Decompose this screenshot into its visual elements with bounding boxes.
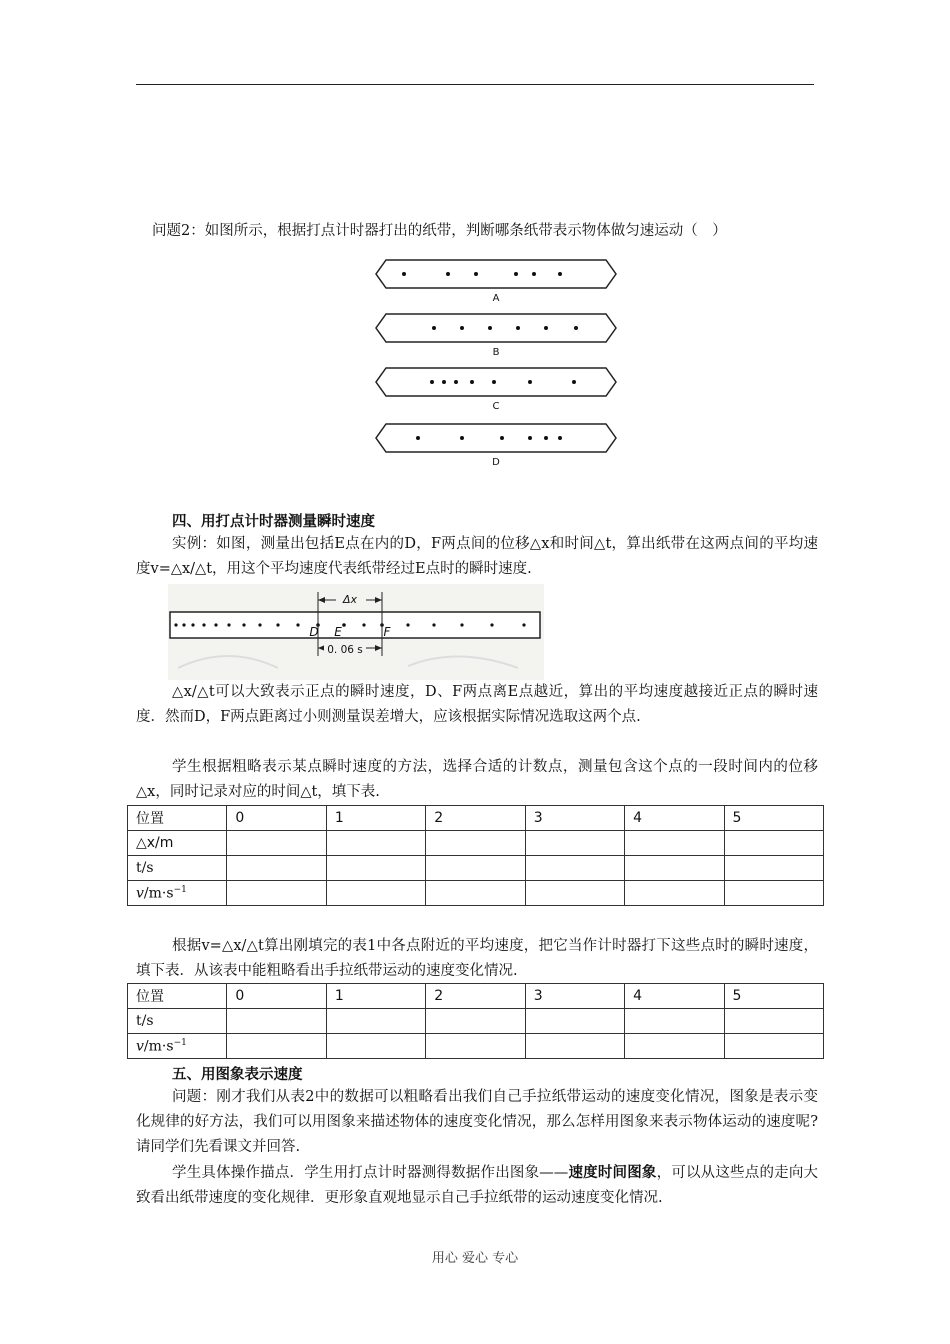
input-cell[interactable] [326, 1034, 425, 1059]
time-interval-label: 0. 06 s [327, 644, 363, 656]
tape-c-dot [528, 380, 532, 384]
input-cell[interactable] [326, 881, 425, 906]
section-5-title: 五、用图象表示速度 [172, 1067, 303, 1083]
table-row [128, 806, 824, 831]
section-4-explanation: △x/△t可以大致表示正点的瞬时速度，D、F两点离E点越近，算出的平均速度越接近正点的瞬时速度．然而D，F两点距离过小则测量误差增大，应该根据实际情况选取这两个点. [136, 684, 818, 725]
table-cell: $v/m\cdot s^{-1}$ [128, 881, 227, 906]
tape-a-dot [558, 272, 562, 276]
tape-a-dot [532, 272, 536, 276]
table-cell: 1 [326, 984, 425, 1009]
section-5-question: 问题：刚才我们从表2中的数据可以粗略看出我们自己手拉纸带运动的速度变化情况，图象是表示变化规律的好方法，我们可以用图象来描述物体的速度变化情况，那么怎样用图象来表示物体运动的速度呢?请同学们先看课文并回答. [136, 1089, 818, 1155]
input-cell[interactable] [724, 1034, 823, 1059]
table-row [128, 856, 824, 881]
tape-b-outline [376, 314, 616, 342]
tape-b-dot [544, 326, 548, 330]
header-rule [136, 84, 814, 85]
point-f-label: F [383, 625, 391, 639]
input-cell[interactable] [426, 856, 525, 881]
input-cell[interactable] [724, 831, 823, 856]
tape-b-dot [432, 326, 436, 330]
table-cell: 2 [426, 984, 525, 1009]
tape-c-dot [492, 380, 496, 384]
tape-a-dot [514, 272, 518, 276]
table-row [128, 881, 824, 906]
table-cell: 5 [724, 806, 823, 831]
tape-d-dot [558, 436, 562, 440]
table-row [128, 831, 824, 856]
table-cell: 位置 [128, 806, 227, 831]
input-cell[interactable] [227, 881, 326, 906]
table-cell: 位置 [128, 984, 227, 1009]
point-e-dot [342, 623, 346, 627]
table-cell: 5 [724, 984, 823, 1009]
table-row [128, 1009, 824, 1034]
input-cell[interactable] [625, 856, 724, 881]
ticker-tape [170, 612, 540, 638]
tape-a-label: A [492, 293, 500, 304]
input-cell[interactable] [426, 831, 525, 856]
tape-d-dot [544, 436, 548, 440]
tape-c-dot [572, 380, 576, 384]
tape-b-dot [516, 326, 520, 330]
section-4-example: 实例：如图，测量出包括E点在内的D，F两点间的位移△x和时间△t，算出纸带在这两点间的平均速度v=△x/△t，用这个平均速度代表纸带经过E点时的瞬时速度. [136, 536, 818, 577]
table-row [128, 1034, 824, 1059]
tape-c-dot [442, 380, 446, 384]
tape-def-figure [168, 584, 544, 680]
page-footer: 用心 爱心 专心 [431, 1251, 519, 1266]
table-cell: t/s [128, 1009, 227, 1034]
table-cell: △x/m [128, 831, 227, 856]
input-cell[interactable] [625, 881, 724, 906]
tape-b-dot [460, 326, 464, 330]
input-cell[interactable] [326, 856, 425, 881]
delta-x-label: Δx [342, 593, 358, 606]
table-cell: 4 [625, 984, 724, 1009]
input-cell[interactable] [724, 856, 823, 881]
input-cell[interactable] [426, 1034, 525, 1059]
tape-d-dot [528, 436, 532, 440]
tape-b-dot [488, 326, 492, 330]
tape-d-dot [416, 436, 420, 440]
tape-c-dot [454, 380, 458, 384]
tape-c-label: C [492, 401, 500, 412]
input-cell[interactable] [227, 1009, 326, 1034]
table-cell: t/s [128, 856, 227, 881]
input-cell[interactable] [525, 856, 624, 881]
table-2-intro: 根据v=△x/△t算出刚填完的表1中各点附近的平均速度，把它当作计时器打下这些点时的瞬时速度，填下表．从该表中能粗略看出手拉纸带运动的速度变化情况. [136, 938, 818, 979]
paper-tapes-figure [370, 252, 620, 472]
tape-a-dot [474, 272, 478, 276]
input-cell[interactable] [227, 856, 326, 881]
tape-d-dot [460, 436, 464, 440]
table-cell: 3 [525, 984, 624, 1009]
section-4-title: 四、用打点计时器测量瞬时速度 [172, 514, 375, 530]
input-cell[interactable] [525, 1009, 624, 1034]
tape-a-dot [446, 272, 450, 276]
tape-c-dot [430, 380, 434, 384]
tape-b-label: B [492, 347, 500, 358]
table-cell: 0 [227, 806, 326, 831]
table-row [128, 984, 824, 1009]
input-cell[interactable] [625, 831, 724, 856]
input-cell[interactable] [227, 1034, 326, 1059]
input-cell[interactable] [724, 1009, 823, 1034]
input-cell[interactable] [426, 1009, 525, 1034]
table-cell: 4 [625, 806, 724, 831]
table-cell: 3 [525, 806, 624, 831]
input-cell[interactable] [625, 1034, 724, 1059]
tape-a-outline [376, 260, 616, 288]
input-cell[interactable] [426, 881, 525, 906]
input-cell[interactable] [227, 831, 326, 856]
tape-a-dot [402, 272, 406, 276]
point-e-label: E [334, 625, 342, 639]
tape-d-outline [376, 424, 616, 452]
table-cell: 2 [426, 806, 525, 831]
question-2: 问题2：如图所示，根据打点计时器打出的纸带，判断哪条纸带表示物体做匀速运动（ ） [152, 223, 727, 239]
input-cell[interactable] [525, 1034, 624, 1059]
tape-c-dot [470, 380, 474, 384]
input-cell[interactable] [525, 881, 624, 906]
table-cell: 0 [227, 984, 326, 1009]
tape-b-dot [574, 326, 578, 330]
table-1 [127, 805, 824, 906]
table-2 [127, 983, 824, 1059]
point-d-label: D [309, 625, 319, 639]
input-cell[interactable] [724, 881, 823, 906]
students-instruction: 学生根据粗略表示某点瞬时速度的方法，选择合适的计数点，测量包含这个点的一段时间内的位移△x，同时记录对应的时间△t，填下表. [136, 759, 818, 800]
input-cell[interactable] [525, 831, 624, 856]
input-cell[interactable] [625, 1009, 724, 1034]
tape-d-label: D [492, 457, 500, 468]
table-cell: 1 [326, 806, 425, 831]
input-cell[interactable] [326, 1009, 425, 1034]
section-5-operation: 学生具体操作描点．学生用打点计时器测得数据作出图象——速度时间图象，可以从这些点的走向大致看出纸带速度的变化规律．更形象直观地显示自己手拉纸带的运动速度变化情况. [136, 1165, 819, 1206]
table-cell: $v/m\cdot s^{-1}$ [128, 1034, 227, 1059]
tape-d-dot [500, 436, 504, 440]
input-cell[interactable] [326, 831, 425, 856]
